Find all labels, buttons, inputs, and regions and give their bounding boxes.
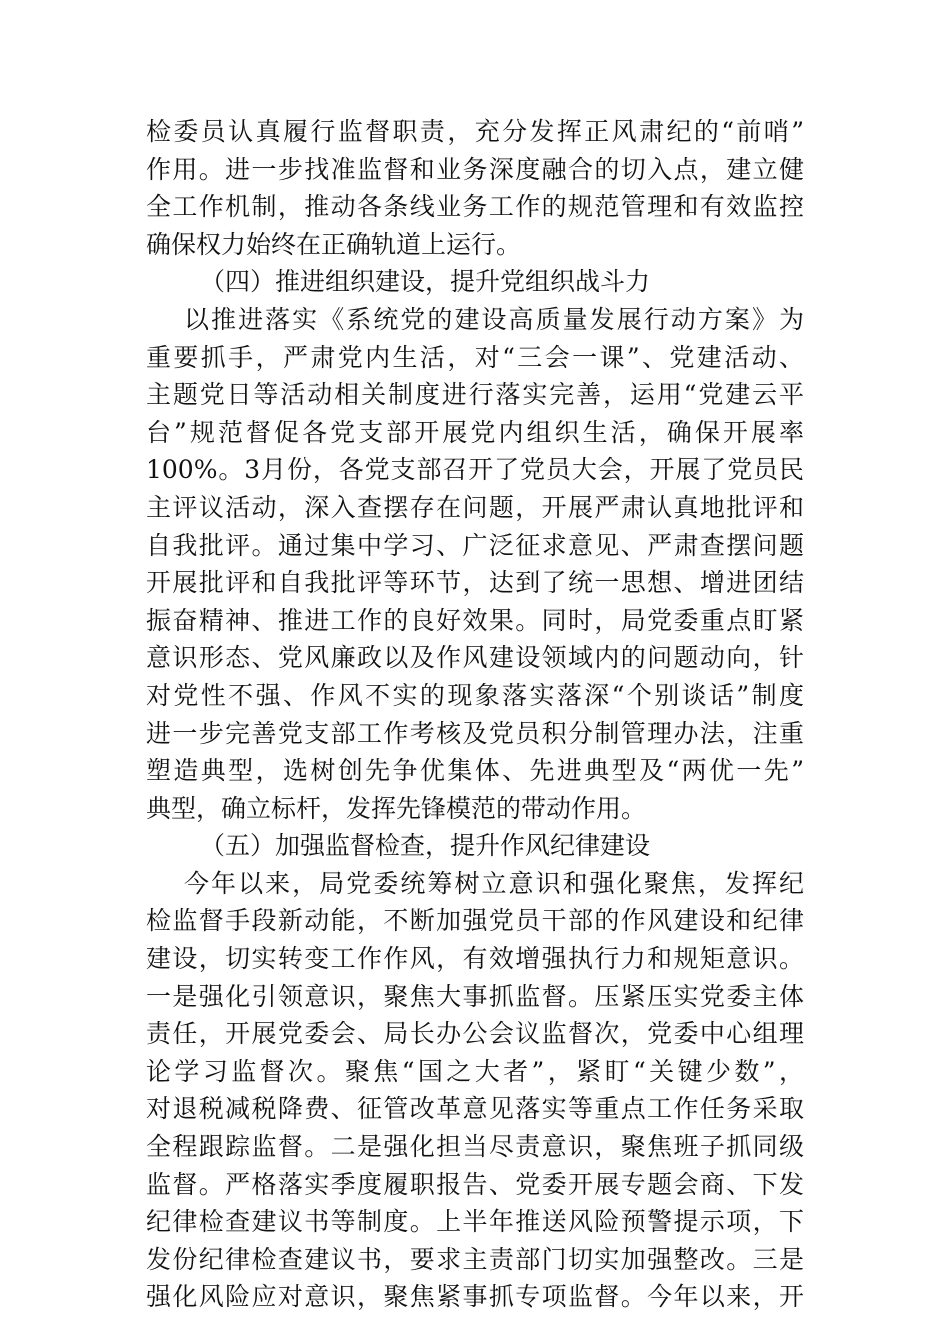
text-line: 100%。3月份，各党支部召开了党员大会，开展了党员民 bbox=[146, 455, 804, 485]
text-line: 监督。严格落实季度履职报告、党委开展专题会商、下发 bbox=[146, 1169, 804, 1199]
section-heading: （五）加强监督检查，提升作风纪律建设 bbox=[200, 831, 651, 861]
text-line: 进一步完善党支部工作考核及党员积分制管理办法，注重 bbox=[146, 718, 804, 748]
text-line: 全工作机制，推动各条线业务工作的规范管理和有效监控 bbox=[146, 192, 804, 222]
text-line: 检委员认真履行监督职责，充分发挥正风肃纪的“前哨” bbox=[146, 117, 804, 146]
text-line: 对退税减税降费、征管改革意见落实等重点工作任务采取 bbox=[146, 1094, 804, 1124]
text-line: 责任，开展党委会、局长办公会议监督次，党委中心组理 bbox=[146, 1019, 804, 1049]
text-line: 建设，切实转变工作作风，有效增强执行力和规矩意识。 bbox=[146, 944, 804, 974]
text-line: 主评议活动，深入查摆存在问题，开展严肃认真地批评和 bbox=[146, 492, 804, 522]
text-line: 塑造典型，选树创先争优集体、先进典型及“两优一先” bbox=[146, 756, 804, 786]
text-line: 作用。进一步找准监督和业务深度融合的切入点，建立健 bbox=[146, 154, 804, 184]
text-line: 今年以来，局党委统筹树立意识和强化聚焦，发挥纪 bbox=[184, 868, 804, 898]
text-line: 全程跟踪监督。二是强化担当尽责意识，聚焦班子抓同级 bbox=[146, 1132, 804, 1162]
text-line: 台”规范督促各党支部开展党内组织生活，确保开展率 bbox=[146, 417, 804, 447]
text-line: 纪律检查建议书等制度。上半年推送风险预警提示项，下 bbox=[146, 1207, 804, 1237]
text-line: 发份纪律检查建议书，要求主责部门切实加强整改。三是 bbox=[146, 1244, 804, 1274]
section-heading: （四）推进组织建设，提升党组织战斗力 bbox=[200, 267, 651, 297]
text-line: 检监督手段新动能，不断加强党员干部的作风建设和纪律 bbox=[146, 906, 804, 936]
text-line: 典型，确立标杆，发挥先锋模范的带动作用。 bbox=[146, 793, 647, 823]
text-line: 一是强化引领意识，聚焦大事抓监督。压紧压实党委主体 bbox=[146, 981, 804, 1011]
text-line: 重要抓手，严肃党内生活，对“三会一课”、党建活动、 bbox=[146, 342, 804, 372]
text-line: 自我批评。通过集中学习、广泛征求意见、严肃查摆问题 bbox=[146, 530, 804, 560]
text-line: 意识形态、党风廉政以及作风建设领域内的问题动向，针 bbox=[146, 643, 804, 673]
text-line: 确保权力始终在正确轨道上运行。 bbox=[146, 229, 522, 259]
text-line: 振奋精神、推进工作的良好效果。同时，局党委重点盯紧 bbox=[146, 605, 804, 635]
text-line: 开展批评和自我批评等环节，达到了统一思想、增进团结 bbox=[146, 568, 804, 598]
document-body bbox=[146, 113, 804, 1316]
text-line: 主题党日等活动相关制度进行落实完善，运用“党建云平 bbox=[146, 380, 804, 410]
text-line: 以推进落实《系统党的建设高质量发展行动方案》为 bbox=[184, 304, 804, 334]
text-line: 对党性不强、作风不实的现象落实落深“个别谈话”制度 bbox=[146, 680, 804, 710]
text-line: 强化风险应对意识，聚焦紧事抓专项监督。今年以来，开 bbox=[146, 1282, 804, 1312]
text-line: 论学习监督次。聚焦“国之大者”，紧盯“关键少数”， bbox=[146, 1056, 804, 1086]
